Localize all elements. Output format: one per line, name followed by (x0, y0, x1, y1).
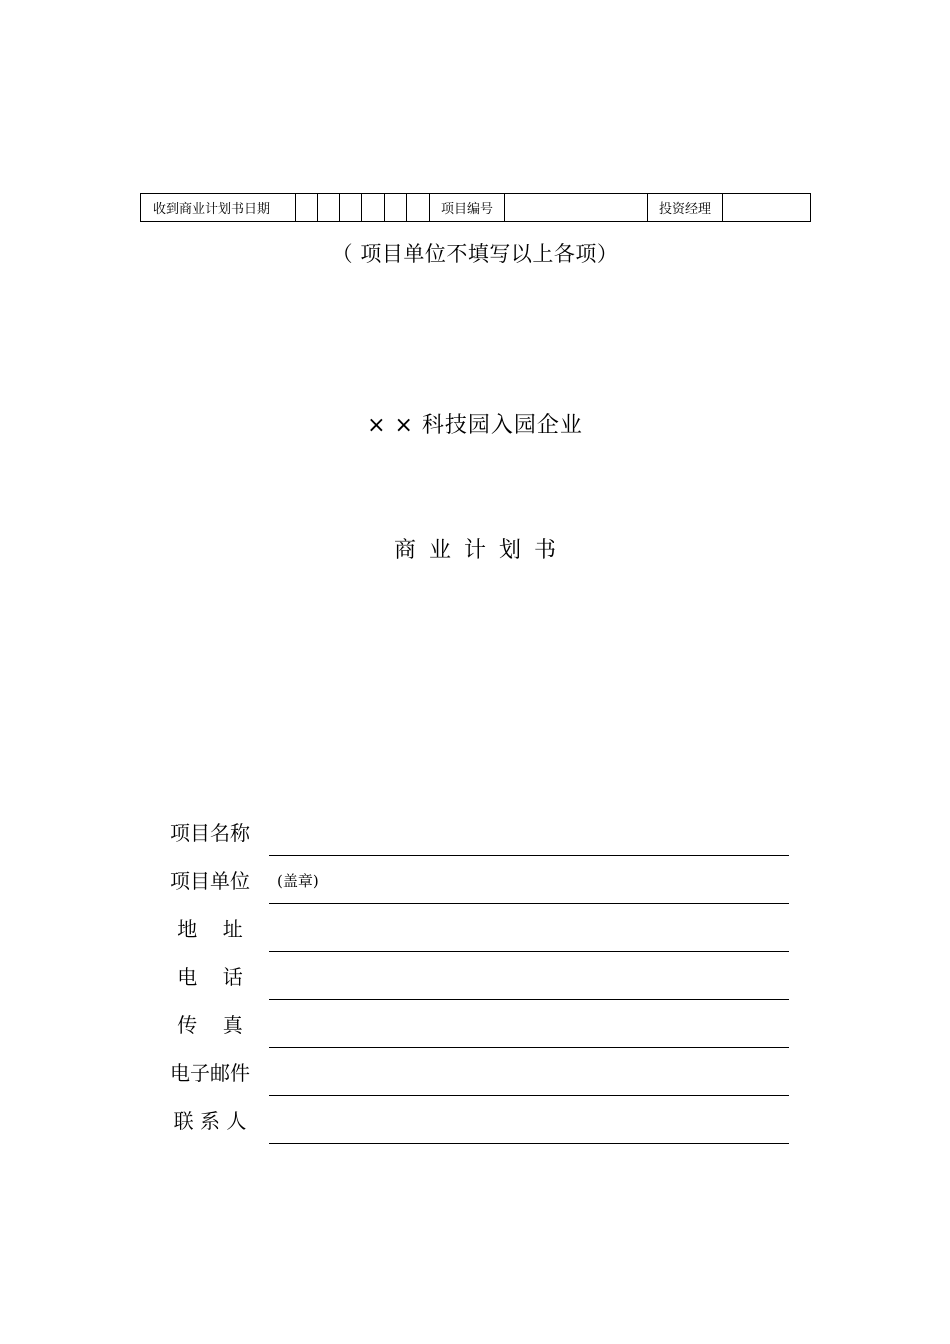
field-row-phone (160, 952, 790, 1000)
received-date-cell-6[interactable] (407, 194, 430, 222)
field-label-fax: 传 真 (177, 1013, 243, 1037)
field-label-project-unit: 项目单位 (170, 869, 250, 893)
company-heading: × × 科技园入园企业 (367, 413, 583, 438)
received-date-cell-2[interactable] (318, 194, 340, 222)
received-date-cell-4[interactable] (362, 194, 385, 222)
field-row-project-name (160, 808, 790, 856)
project-number-label: 项目编号 (430, 194, 505, 222)
field-label-email: 电子邮件 (170, 1061, 250, 1085)
received-date-cell-1[interactable] (296, 194, 318, 222)
info-form (160, 808, 790, 1144)
field-label-address: 地 址 (177, 917, 243, 941)
field-label-project-name: 项目名称 (170, 821, 250, 845)
received-date-cell-3[interactable] (340, 194, 362, 222)
header-table-row (141, 194, 811, 222)
investment-manager-label: 投资经理 (648, 194, 723, 222)
field-label-phone: 电 话 (177, 965, 243, 989)
fill-note: （ 项目单位不填写以上各项） (331, 242, 619, 266)
field-line-contact[interactable] (269, 1143, 789, 1144)
received-date-cell-5[interactable] (385, 194, 407, 222)
header-table (140, 193, 811, 222)
document-title: 商业计划书 (393, 538, 569, 563)
field-row-project-unit (160, 856, 790, 904)
field-row-email (160, 1048, 790, 1096)
seal-hint: (盖章) (277, 872, 319, 890)
field-row-address (160, 904, 790, 952)
field-row-contact (160, 1096, 790, 1144)
investment-manager-cell[interactable] (723, 194, 811, 222)
field-label-contact: 联 系 人 (173, 1109, 247, 1133)
project-number-cell[interactable] (505, 194, 648, 222)
received-date-label: 收到商业计划书日期 (141, 194, 296, 222)
field-row-fax (160, 1000, 790, 1048)
